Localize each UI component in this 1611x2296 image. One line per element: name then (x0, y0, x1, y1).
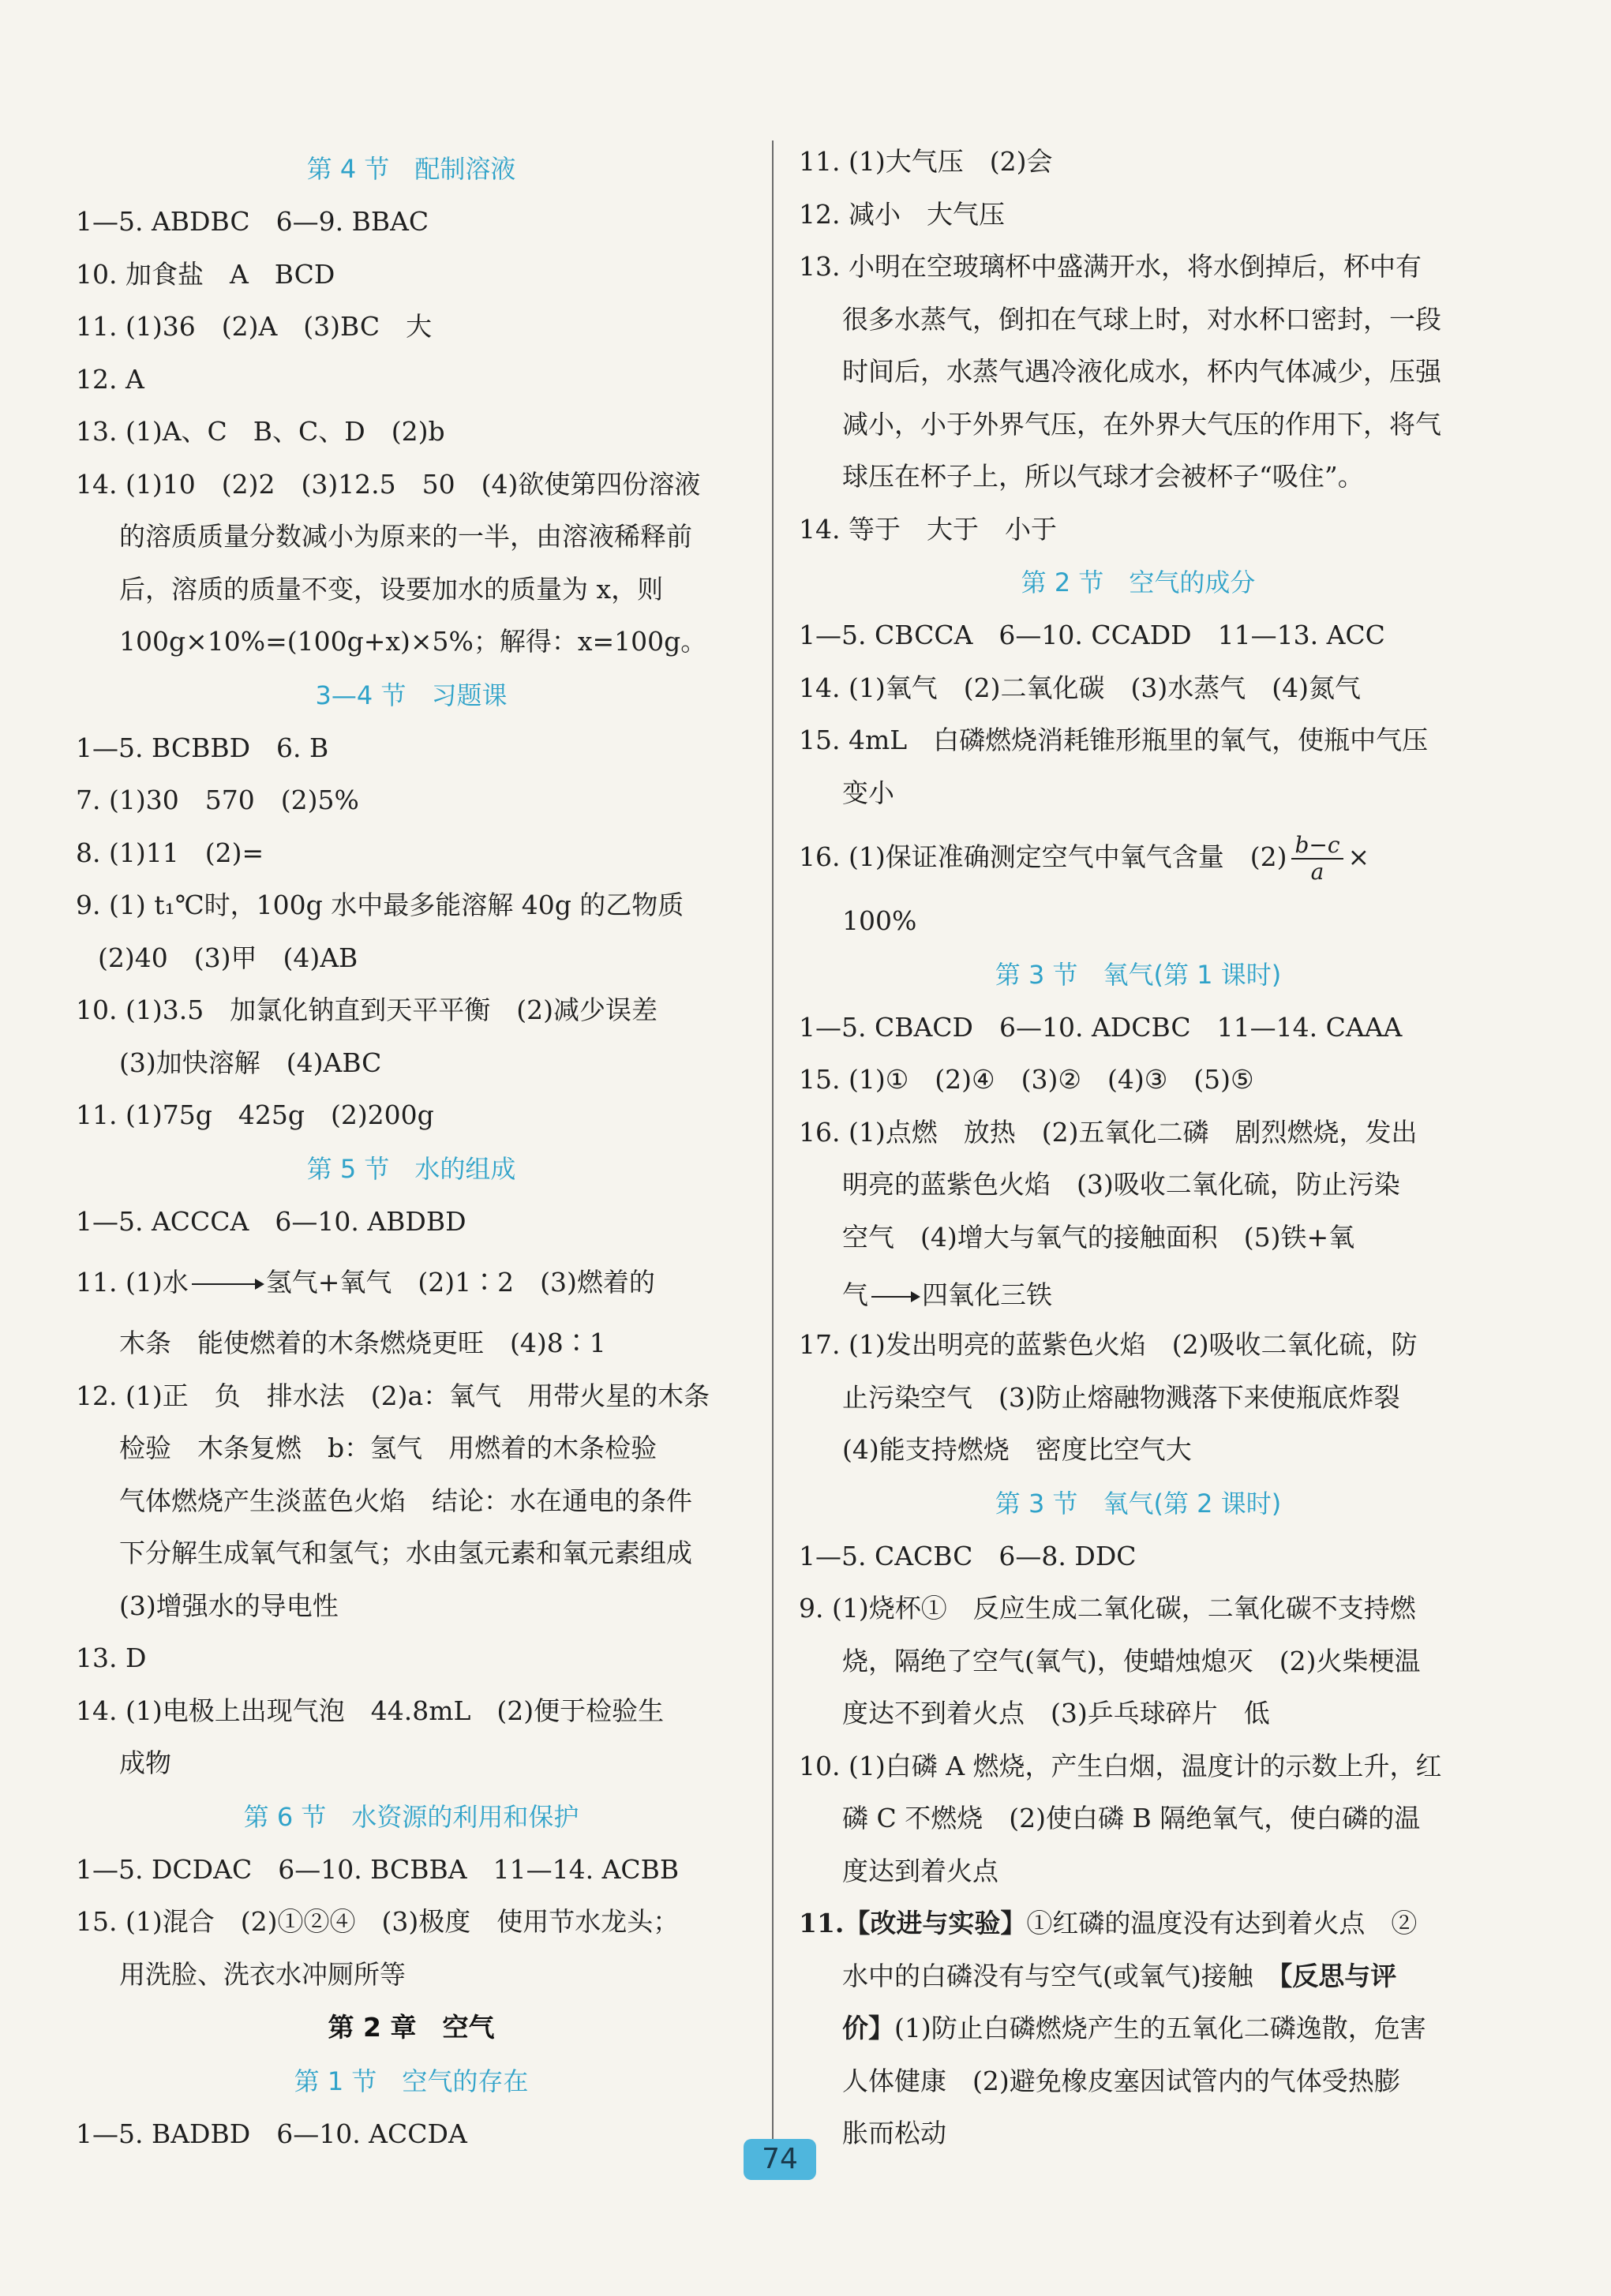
right-column (799, 136, 1478, 2160)
equation-text: 11. (1)水 (76, 1267, 189, 1298)
answer-line: 很多水蒸气，倒扣在气球上时，对水杯口密封，一段 (842, 303, 1441, 335)
answer-line: 空气 (4)增大与氧气的接触面积 (5)铁+氧 (842, 1221, 1355, 1253)
answer-line: 1—5. ABDBC 6—9. BBAC (76, 206, 429, 237)
answer-line: 8. (1)11 (2)= (76, 837, 264, 868)
reaction-arrow (868, 1264, 922, 1319)
answer-line: 15. (1)① (2)④ (3)② (4)③ (5)⑤ (799, 1064, 1254, 1095)
answer-text: (1)防止白磷燃烧产生的五氧化二磷逸散，危害 (894, 2013, 1426, 2043)
answer-line: 11. (1)36 (2)A (3)BC 大 (76, 311, 433, 342)
answer-line: 磷 C 不燃烧 (2)使白磷 B 隔绝氧气，使白磷的温 (842, 1803, 1421, 1833)
fraction-numerator: b−c (1291, 833, 1343, 860)
answer-text: ①红磷的温度没有达到着火点 ② (1026, 1908, 1418, 1938)
answer-line: 10. (1)白磷 A 燃烧，产生白烟，温度计的示数上升，红 (799, 1750, 1442, 1781)
equation-text: 氢气+氧气 (2)1∶2 (3)燃着的 (265, 1267, 655, 1298)
answer-line: (4)能支持燃烧 密度比空气大 (842, 1434, 1192, 1465)
section-heading: 第 3 节 氧气(第 2 课时) (995, 1488, 1282, 1519)
answer-line-equation (76, 1248, 747, 1317)
answer-line: 17. (1)发出明亮的蓝紫色火焰 (2)吸收二氧化硫，防 (799, 1329, 1418, 1360)
answer-line: 木条 能使燃着的木条燃烧更旺 (4)8∶1 (119, 1328, 606, 1358)
section-heading: 第 5 节 水的组成 (306, 1153, 516, 1184)
answer-line: 用洗脸、洗衣水冲厕所等 (119, 1958, 406, 1990)
answer-line: 气体燃烧产生淡蓝色火焰 结论：水在通电的条件 (119, 1485, 692, 1516)
answer-line: 后，溶质的质量不变，设要加水的质量为 x，则 (119, 573, 664, 605)
answer-line: 1—5. CACBC 6—8. DDC (799, 1540, 1137, 1571)
bold-label: 11.【改进与实验】 (799, 1908, 1027, 1938)
equation-text: 气 (842, 1279, 868, 1310)
answer-line: 1—5. BCBBD 6. B (76, 732, 329, 763)
answer-text: × (1347, 841, 1370, 872)
answer-line: (3)增强水的导电性 (119, 1590, 339, 1621)
bold-label: 【反思与评 (1279, 1960, 1397, 1991)
answer-line: 13. D (76, 1642, 147, 1673)
section-heading: 第 3 节 氧气(第 1 课时) (995, 959, 1282, 990)
arrow-icon (192, 1283, 263, 1285)
answer-line: 10. 加食盐 A BCD (76, 258, 335, 290)
answer-line: 15. (1)混合 (2)①②④ (3)极度 使用节水龙头； (76, 1906, 680, 1937)
answer-line: 人体健康 (2)避免橡皮塞因试管内的气体受热膨 (842, 2065, 1400, 2096)
answer-line-equation (799, 1264, 1478, 1319)
reaction-arrow (189, 1248, 266, 1317)
answer-line: 14. (1)电极上出现气泡 44.8mL (2)便于检验生 (76, 1695, 665, 1726)
answer-line (799, 1950, 1478, 2003)
answer-line: 1—5. ACCCA 6—10. ABDBD (76, 1205, 466, 1237)
answer-line: 变小 (842, 777, 894, 808)
answer-line: 减小，小于外界气压，在外界大气压的作用下，将气 (842, 408, 1441, 440)
answer-line: 16. (1)点燃 放热 (2)五氧化二磷 剧烈燃烧，发出 (799, 1116, 1418, 1148)
section-heading: 3—4 节 习题课 (315, 680, 508, 710)
answer-line: 100% (842, 905, 917, 936)
answer-line: 14. 等于 大于 小于 (799, 513, 1057, 545)
section-heading: 第 6 节 水资源的利用和保护 (243, 1801, 579, 1832)
answer-line: 1—5. CBCCA 6—10. CCADD 11—13. ACC (799, 620, 1385, 650)
answer-line: 时间后，水蒸气遇冷液化成水，杯内气体减少，压强 (842, 356, 1441, 387)
answer-line: (3)加快溶解 (4)ABC (119, 1047, 382, 1078)
answer-line: 9. (1)烧杯① 反应生成二氧化碳，二氧化碳不支持燃 (799, 1593, 1416, 1624)
answer-line: 12. A (76, 363, 144, 395)
section-heading: 第 2 节 空气的成分 (1021, 567, 1256, 597)
answer-line: 下分解生成氧气和氢气；水由氢元素和氧元素组成 (119, 1538, 692, 1568)
answer-line: 14. (1)氧气 (2)二氧化碳 (3)水蒸气 (4)氮气 (799, 672, 1361, 703)
answer-line: 检验 木条复燃 b：氢气 用燃着的木条检验 (119, 1433, 658, 1463)
answer-line: 1—5. CBACD 6—10. ADCBC 11—14. CAAA (799, 1011, 1403, 1043)
answer-line-fraction (799, 819, 1478, 895)
answer-line: 100g×10%=(100g+x)×5%；解得：x=100g。 (119, 626, 707, 657)
answer-line: 度达不到着火点 (3)乒乓球碎片 低 (842, 1698, 1270, 1729)
answer-line: 11. (1)大气压 (2)会 (799, 146, 1053, 177)
answer-line: 13. (1)A、C B、C、D (2)b (76, 416, 445, 447)
arrow-icon (871, 1296, 919, 1298)
answer-line: (2)40 (3)甲 (4)AB (98, 942, 358, 973)
column-divider (772, 140, 774, 2145)
answer-line: 7. (1)30 570 (2)5% (76, 785, 359, 815)
left-column (76, 142, 747, 2161)
equation-text: 四氧化三铁 (922, 1279, 1052, 1310)
page-number: 74 (744, 2139, 816, 2180)
section-heading: 第 4 节 配制溶液 (306, 154, 516, 184)
answer-line: 1—5. DCDAC 6—10. BCBBA 11—14. ACBB (76, 1853, 680, 1885)
answer-line: 球压在杯子上，所以气球才会被杯子“吸住”。 (842, 461, 1364, 492)
chapter-heading: 第 2 章 空气 (328, 2012, 495, 2043)
fraction-denominator: a (1310, 859, 1324, 885)
answer-line: 15. 4mL 白磷燃烧消耗锥形瓶里的氧气，使瓶中气压 (799, 725, 1429, 755)
answer-line: 成物 (119, 1747, 171, 1778)
answer-line: 度达到着火点 (842, 1855, 998, 1886)
answer-text: 水中的白磷没有与空气(或氧气)接触 (842, 1960, 1279, 1991)
answer-line: 明亮的蓝紫色火焰 (3)吸收二氧化硫，防止污染 (842, 1169, 1400, 1200)
section-heading: 第 1 节 空气的存在 (294, 2066, 529, 2096)
answer-line (799, 2002, 1478, 2055)
answer-line: 12. (1)正 负 排水法 (2)a：氧气 用带火星的木条 (76, 1380, 710, 1411)
answer-line: 14. (1)10 (2)2 (3)12.5 50 (4)欲使第四份溶液 (76, 468, 701, 500)
answer-line: 11. (1)75g 425g (2)200g (76, 1099, 434, 1130)
answer-line: 1—5. BADBD 6—10. ACCDA (76, 2118, 467, 2149)
answer-line: 13. 小明在空玻璃杯中盛满开水，将水倒掉后，杯中有 (799, 251, 1422, 282)
answer-line (799, 1897, 1478, 1950)
fraction (1291, 833, 1343, 885)
answer-text: 16. (1)保证准确测定空气中氧气含量 (2) (799, 841, 1287, 872)
answer-line: 止污染空气 (3)防止熔融物溅落下来使瓶底炸裂 (842, 1381, 1400, 1413)
answer-line: 胀而松动 (842, 2118, 946, 2148)
answer-line: 的溶质质量分数减小为原来的一半，由溶液稀释前 (119, 521, 692, 552)
answer-line: 烧，隔绝了空气(氧气)，使蜡烛熄灭 (2)火柴梗温 (842, 1645, 1421, 1676)
answer-line: 10. (1)3.5 加氯化钠直到天平平衡 (2)减少误差 (76, 994, 658, 1025)
answer-line: 9. (1) t₁℃时，100g 水中最多能溶解 40g 的乙物质 (76, 890, 684, 920)
bold-label: 价】 (842, 2013, 894, 2043)
answer-line: 12. 减小 大气压 (799, 198, 1005, 230)
